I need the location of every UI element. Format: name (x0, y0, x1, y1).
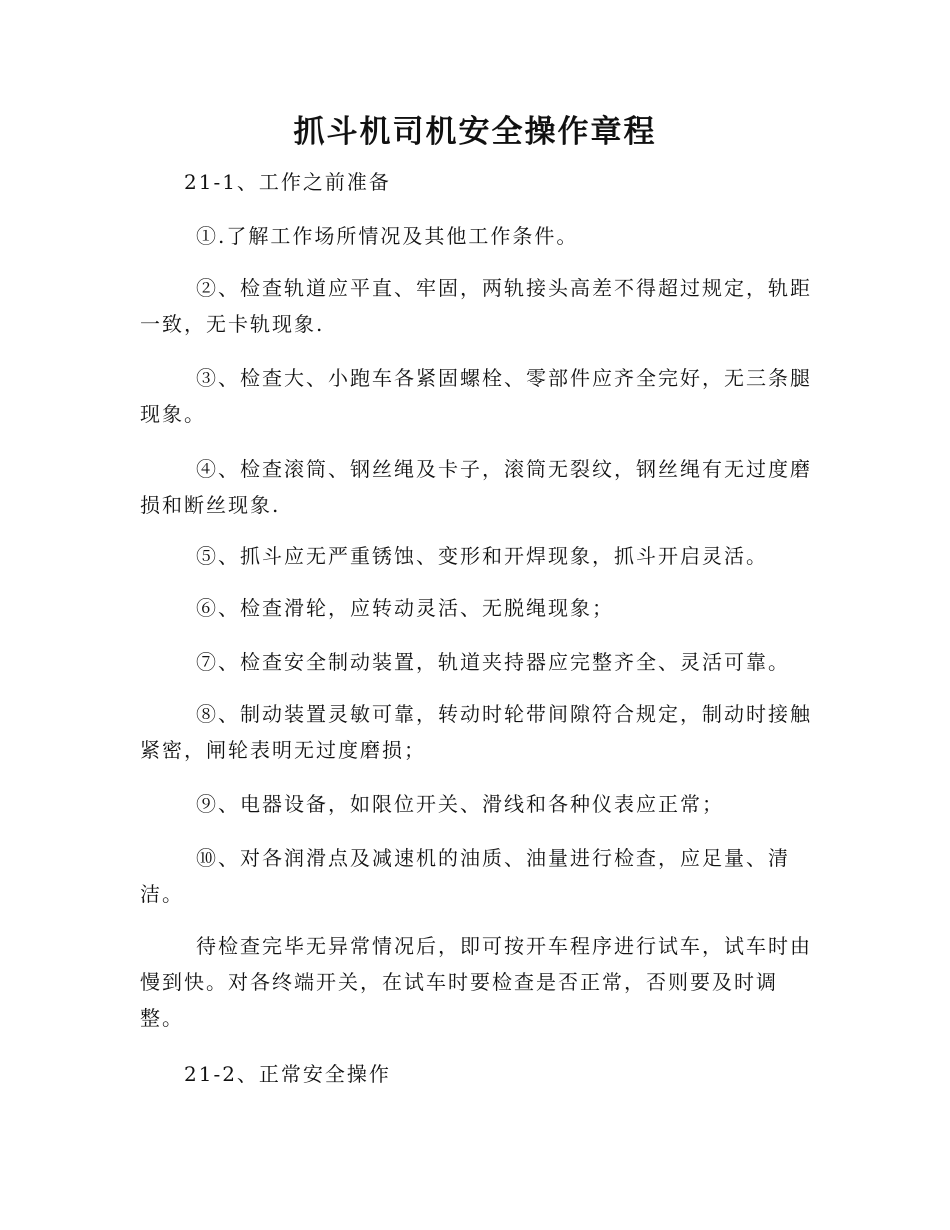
paragraph-item-9: ⑨、电器设备，如限位开关、滑线和各种仪表应正常； (196, 792, 724, 816)
paragraph-item-1: ①.了解工作场所情况及其他工作条件。 (196, 224, 579, 248)
paragraph-item-5: ⑤、抓斗应无严重锈蚀、变形和开焊现象，抓斗开启灵活。 (196, 544, 768, 568)
paragraph-item-4: ④、检查滚筒、钢丝绳及卡子，滚筒无裂纹，钢丝绳有无过度磨损和断丝现象. (140, 457, 812, 517)
paragraph-item-2: ②、检查轨道应平直、牢固，两轨接头高差不得超过规定，轨距一致，无卡轨现象. (140, 276, 812, 336)
paragraph-item-10: ⑩、对各润滑点及减速机的油质、油量进行检查，应足量、清洁。 (140, 846, 790, 906)
paragraph-item-7: ⑦、检查安全制动装置，轨道夹持器应完整齐全、灵活可靠。 (196, 650, 790, 674)
paragraph-item-6: ⑥、检查滑轮，应转动灵活、无脱绳现象； (196, 596, 614, 620)
section-heading-21-2: 21-2、正常安全操作 (184, 1062, 391, 1086)
paragraph-item-3: ③、检查大、小跑车各紧固螺栓、零部件应齐全完好，无三条腿现象。 (140, 366, 812, 426)
paragraph-trial-run: 待检查完毕无异常情况后，即可按开车程序进行试车，试车时由慢到快。对各终端开关，在试车时要检查是否正常，否则要及时调整。 (140, 934, 812, 1030)
paragraph-item-8: ⑧、制动装置灵敏可靠，转动时轮带间隙符合规定，制动时接触紧密，闸轮表明无过度磨损； (140, 702, 812, 762)
document-title: 抓斗机司机安全操作章程 (293, 114, 657, 150)
section-heading-21-1: 21-1、工作之前准备 (184, 170, 391, 194)
